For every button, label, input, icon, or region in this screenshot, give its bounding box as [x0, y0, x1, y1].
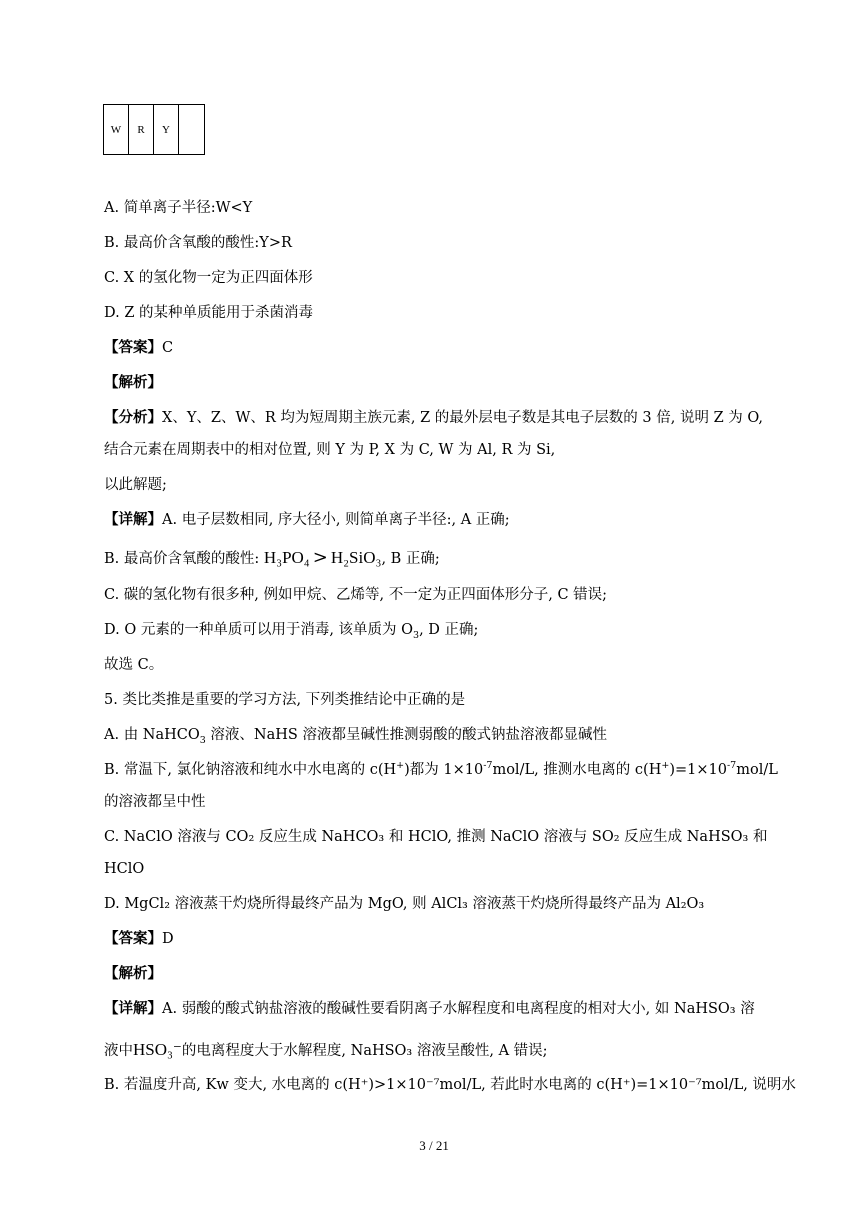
formula-hso3: HSO₃⁻: [133, 1040, 182, 1059]
page-footer: [0, 1138, 868, 1154]
answer-value: C: [162, 340, 174, 356]
detail-b-suffix: , B 正确;: [381, 551, 440, 567]
q4-answer: [104, 338, 173, 358]
q5-option-b-line1: [104, 760, 778, 780]
detail-a-l2-post: 的电离程度大于水解程度, NaHSO₃ 溶液呈酸性, A 错误;: [181, 1043, 548, 1059]
table-cell-w: W: [104, 105, 129, 155]
q4-fenxi-line3: 以此解题;: [104, 477, 167, 493]
sup-m7: -7: [726, 760, 737, 772]
sup-plus: +: [661, 760, 670, 772]
detail-a-text: A. 电子层数相同, 序大径小, 则简单离子半径:, A 正确;: [162, 512, 510, 528]
q5-opt-b-post: mol/L: [736, 762, 778, 778]
answer-value: D: [162, 931, 174, 947]
answer-tag: 【答案】: [104, 930, 162, 947]
q4-conclusion: 故选 C。: [104, 657, 164, 673]
q5-opt-a-pre: A. 由 NaHCO: [104, 727, 200, 743]
q4-option-b: B. 最高价含氧酸的酸性:Y>R: [104, 235, 292, 251]
q4-detail-c: C. 碳的氢化物有很多种, 例如甲烷、乙烯等, 不一定为正四面体形分子, C 错误;: [104, 587, 608, 603]
formula-h2sio3: H₂SiO₃: [330, 548, 382, 567]
q5-opt-b-mid3: )=1×10: [669, 762, 727, 778]
detail-d-pre: D. O 元素的一种单质可以用于消毒, 该单质为 O: [104, 622, 414, 638]
sub-3: 3: [413, 629, 420, 641]
detail-tag: 【详解】: [104, 1000, 162, 1017]
q5-option-c-line1: C. NaClO 溶液与 CO₂ 反应生成 NaHCO₃ 和 HClO, 推测 NaClO 溶液与 SO₂ 反应生成 NaHSO₃ 和: [104, 829, 768, 845]
q5-option-d: D. MgCl₂ 溶液蒸干灼烧所得最终产品为 MgO, 则 AlCl₃ 溶液蒸干灼烧所得最终产品为 Al₂O₃: [104, 896, 705, 912]
q4-option-c: C. X 的氢化物一定为正四面体形: [104, 270, 313, 286]
sup-m7: -7: [483, 760, 493, 772]
q5-detail-a-line1: [104, 999, 755, 1019]
q5-option-c-line2: HClO: [104, 861, 145, 877]
detail-b-prefix: B. 最高价含氧酸的酸性:: [104, 551, 260, 567]
detail-tag: 【详解】: [104, 511, 162, 528]
q5-option-b-line2: 的溶液都呈中性: [104, 794, 206, 810]
sup-plus: +: [396, 760, 405, 772]
q5-option-a: [104, 725, 607, 745]
q5-opt-b-mid2: mol/L, 推测水电离的 c(H: [492, 762, 662, 778]
periodic-table-fragment: [103, 104, 205, 155]
q4-analysis-tag: 【解析】: [104, 374, 162, 391]
sub-3: 3: [199, 734, 206, 746]
q5-opt-a-post: 溶液、NaHS 溶液都呈碱性推测弱酸的酸式钠盐溶液都显碱性: [205, 727, 607, 743]
q5-detail-b: B. 若温度升高, Kw 变大, 水电离的 c(H⁺)>1×10⁻⁷mol/L, 若此时水电离的 c(H⁺)=1×10⁻⁷mol/L, 说明水: [104, 1077, 796, 1093]
table-cell-r: R: [129, 105, 154, 155]
detail-a-text: A. 弱酸的酸式钠盐溶液的酸碱性要看阴离子水解程度和电离程度的相对大小, 如 NaHSO₃ 溶: [162, 1001, 755, 1017]
page-separator: /: [425, 1138, 436, 1153]
q5-stem: 5. 类比类推是重要的学习方法, 下列类推结论中正确的是: [104, 692, 466, 708]
page-total: 21: [435, 1138, 449, 1153]
table-cell-y: Y: [154, 105, 179, 155]
q4-detail-b: [104, 548, 440, 569]
q5-answer: [104, 929, 174, 949]
q5-analysis-tag: 【解析】: [104, 965, 162, 982]
greater-than-sign: >: [312, 547, 328, 568]
fenxi-text: X、Y、Z、W、R 均为短周期主族元素, Z 的最外层电子数是其电子层数的 3 倍, 说明 Z 为 O,: [162, 410, 764, 426]
table-cell-empty: [179, 105, 205, 155]
q4-option-a: A. 简单离子半径:W<Y: [104, 200, 253, 216]
q5-detail-a-line2: [104, 1040, 548, 1061]
q5-opt-b-pre: B. 常温下, 氯化钠溶液和纯水中水电离的 c(H: [104, 762, 397, 778]
q5-opt-b-mid: )都为 1×10: [404, 762, 484, 778]
q4-option-d: D. Z 的某种单质能用于杀菌消毒: [104, 305, 314, 321]
q4-fenxi-line1: [104, 408, 763, 428]
answer-tag: 【答案】: [104, 339, 162, 356]
formula-h3po4: H₃PO₄: [263, 548, 310, 567]
page-number: 3: [419, 1138, 426, 1153]
detail-a-l2-pre: 液中: [104, 1043, 133, 1059]
q4-detail-d: [104, 620, 478, 640]
fenxi-tag: 【分析】: [104, 409, 162, 426]
q4-detail-a: [104, 510, 510, 530]
q4-fenxi-line2: 结合元素在周期表中的相对位置, 则 Y 为 P, X 为 C, W 为 Al, R 为 Si,: [104, 442, 556, 458]
detail-d-post: , D 正确;: [419, 622, 479, 638]
